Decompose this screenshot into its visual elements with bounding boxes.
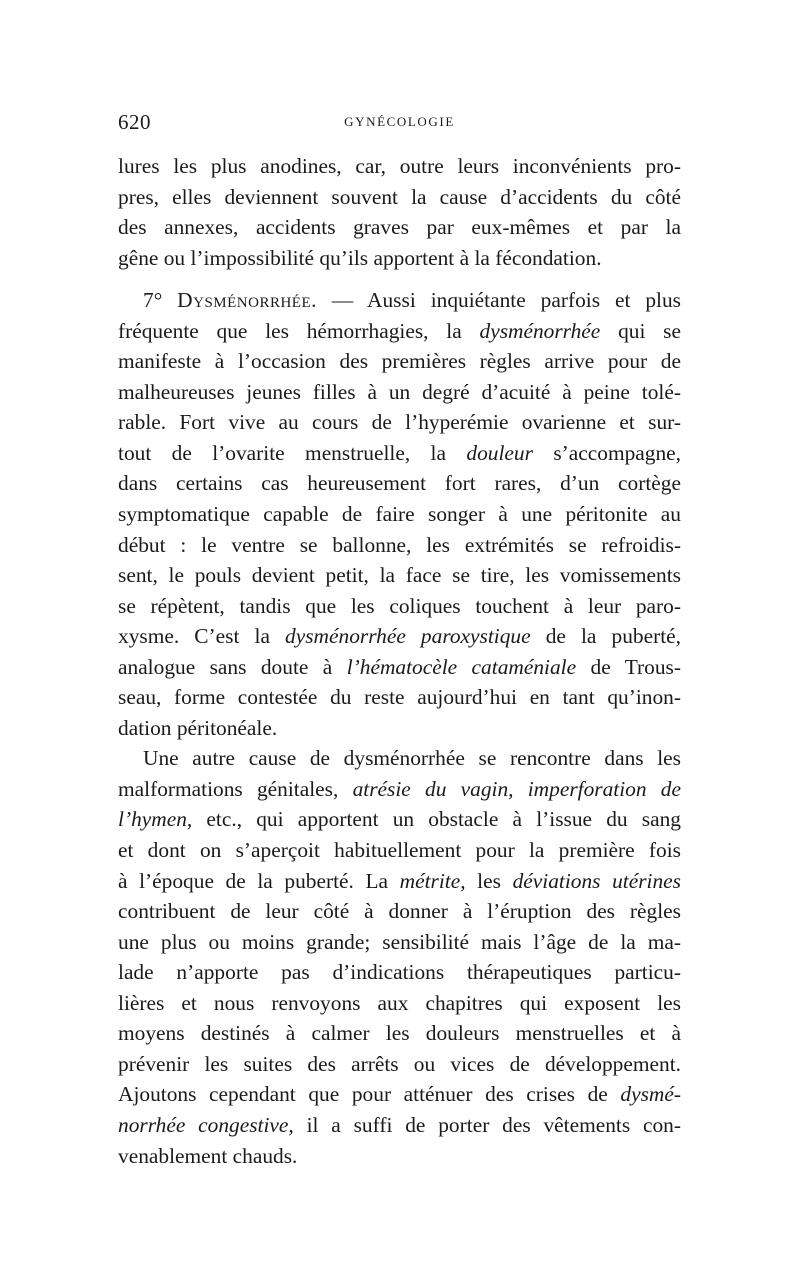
italic-text: dysménorrhée paroxystique xyxy=(285,624,531,649)
text-line xyxy=(118,1141,681,1172)
text-run: manifeste à l’occasion des premières règles arrive pour de xyxy=(118,349,681,374)
text-line xyxy=(118,285,681,316)
text-run: xysme. C’est la xyxy=(118,624,286,649)
text-line xyxy=(118,243,681,274)
text-line xyxy=(118,927,681,958)
italic-text: dysmé- xyxy=(620,1082,681,1107)
text-run: contribuent de leur côté à donner à l’éruption des règles xyxy=(118,899,681,924)
paragraph xyxy=(118,285,681,743)
text-line xyxy=(118,804,681,835)
italic-text: dysménorrhée xyxy=(479,318,601,343)
italic-text: l’hymen, xyxy=(118,807,193,832)
text-run: lade n’apporte pas d’indications thérapeutiques particu- xyxy=(118,960,681,985)
paragraph xyxy=(118,743,681,1171)
page-header xyxy=(118,110,681,140)
text-line xyxy=(118,1018,681,1049)
text-run: des annexes, accidents graves par eux-mêmes et par la xyxy=(118,215,681,240)
text-run: seau, forme contestée du reste aujourd’hui en tant qu’inon- xyxy=(118,685,681,710)
text-run: prévenir les suites des arrêts ou vices de développement. xyxy=(118,1051,681,1076)
text-run: dation péritonéale. xyxy=(118,715,278,740)
italic-text: l’hématocèle cataméniale xyxy=(346,654,577,679)
text-run: malformations génitales, xyxy=(118,776,353,801)
text-line xyxy=(118,713,681,744)
body-text xyxy=(118,151,681,1171)
text-run: malheureuses jeunes filles à un degré d’acuité à peine tolé- xyxy=(118,379,681,404)
italic-text: atrésie du vagin, imperforation de xyxy=(352,776,681,801)
text-run: symptomatique capable de faire songer à une péritonite au xyxy=(118,502,681,527)
italic-text: déviations utérines xyxy=(512,868,682,893)
text-run: Une autre cause de dysménorrhée se rencontre dans les xyxy=(143,746,681,771)
text-line xyxy=(118,835,681,866)
text-line xyxy=(118,957,681,988)
text-run: lières et nous renvoyons aux chapitres qui exposent les xyxy=(118,990,681,1015)
text-run: analogue sans doute à xyxy=(118,654,347,679)
running-title: GYNÉCOLOGIE xyxy=(344,114,455,129)
paragraph xyxy=(118,151,681,273)
text-run: rable. Fort vive au cours de l’hyperémie ovarienne et sur- xyxy=(118,410,681,435)
text-line xyxy=(118,438,681,469)
text-line xyxy=(118,468,681,499)
text-line xyxy=(118,591,681,622)
paragraph-gap xyxy=(118,273,681,285)
italic-text: douleur xyxy=(466,440,533,465)
text-run: fréquente que les hémorrhagies, la xyxy=(118,318,480,343)
italic-text: norrhée congestive, xyxy=(118,1112,294,1137)
page-number: 620 xyxy=(118,110,151,134)
text-run: Ajoutons cependant que pour atténuer des crises de xyxy=(118,1082,621,1107)
text-line xyxy=(118,346,681,377)
italic-text: métrite, xyxy=(399,868,466,893)
text-line xyxy=(118,499,681,530)
text-line xyxy=(118,377,681,408)
text-line xyxy=(118,1110,681,1141)
text-run: à l’époque de la puberté. La xyxy=(118,868,400,893)
text-run: dans certains cas heureusement fort rares, d’un cortège xyxy=(118,471,681,496)
text-run: qui se xyxy=(600,318,682,343)
text-run: — Aussi inquiétante parfois et plus xyxy=(316,288,681,313)
text-run: les xyxy=(465,868,513,893)
text-run: une plus ou moins grande; sensibilité mais l’âge de la ma- xyxy=(118,929,681,954)
text-line xyxy=(118,621,681,652)
text-run: lures les plus anodines, car, outre leurs inconvénients pro- xyxy=(118,154,681,178)
text-run: de Trous- xyxy=(576,654,681,679)
text-run: et dont on s’aperçoit habituellement pour la première fois xyxy=(118,838,681,863)
text-line xyxy=(118,316,681,347)
text-line xyxy=(118,212,681,243)
text-run: il a suffi de porter des vêtements con- xyxy=(293,1112,681,1137)
text-run: de la puberté, xyxy=(530,624,681,649)
text-line xyxy=(118,774,681,805)
text-line xyxy=(118,1079,681,1110)
text-run: se répètent, tandis que les coliques touchent à leur paro- xyxy=(118,593,681,618)
text-run: gêne ou l’impossibilité qu’ils apportent à la fécondation. xyxy=(118,245,602,270)
section-heading: Dysménorrhée. xyxy=(177,288,317,313)
text-line xyxy=(118,682,681,713)
text-run: venablement chauds. xyxy=(118,1143,298,1168)
text-line xyxy=(118,560,681,591)
text-line xyxy=(118,866,681,897)
text-run: s’accompagne, xyxy=(532,440,681,465)
text-line xyxy=(118,988,681,1019)
text-line xyxy=(118,652,681,683)
text-line xyxy=(118,530,681,561)
text-run: 7° xyxy=(143,288,178,313)
text-line xyxy=(118,1049,681,1080)
text-line xyxy=(118,151,681,182)
text-line xyxy=(118,407,681,438)
text-run: tout de l’ovarite menstruelle, la xyxy=(118,440,467,465)
text-line xyxy=(118,182,681,213)
text-run: sent, le pouls devient petit, la face se tire, les vomissements xyxy=(118,563,681,588)
text-run: pres, elles deviennent souvent la cause d’accidents du côté xyxy=(118,184,681,209)
text-run: moyens destinés à calmer les douleurs menstruelles et à xyxy=(118,1021,681,1046)
text-run: début : le ventre se ballonne, les extrémités se refroidis- xyxy=(118,532,681,557)
text-run: etc., qui apportent un obstacle à l’issue du sang xyxy=(192,807,681,832)
text-line xyxy=(118,743,681,774)
text-line xyxy=(118,896,681,927)
